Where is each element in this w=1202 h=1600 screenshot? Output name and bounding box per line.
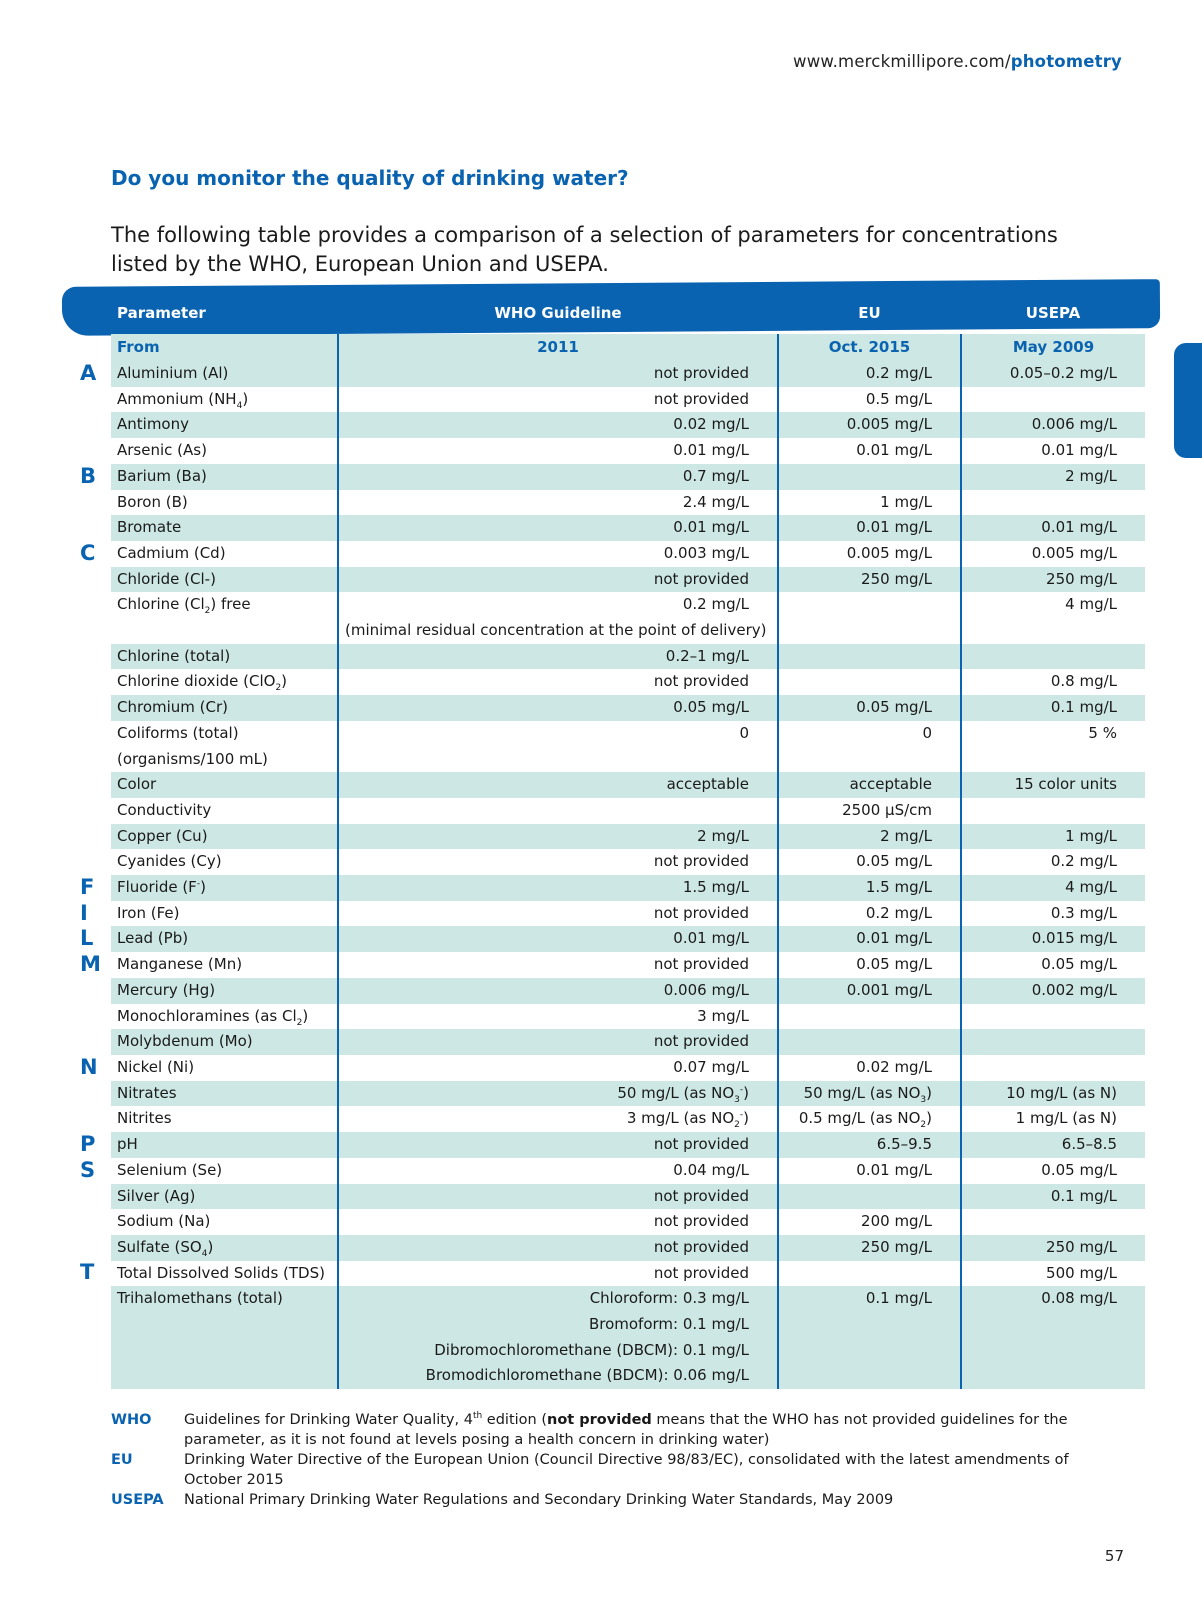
cell-parameter: Copper (Cu) xyxy=(111,824,338,850)
cell-who: not provided xyxy=(338,567,778,593)
cell-usepa xyxy=(961,618,1145,644)
table-row xyxy=(111,875,1145,901)
cell-usepa: 1 mg/L (as N) xyxy=(1015,1109,1117,1128)
cell-parameter: Fluoride (F-) xyxy=(111,875,338,901)
table-row xyxy=(111,438,1145,464)
cell-who: 0.2 mg/L xyxy=(338,592,778,618)
cell-eu xyxy=(778,1338,961,1364)
cell-usepa: 0.1 mg/L xyxy=(961,1184,1145,1210)
cell-eu xyxy=(778,618,961,644)
cell-usepa xyxy=(961,1029,1145,1055)
cell-parameter: Monochloramines (as $Cl_2$) xyxy=(111,1004,338,1030)
table-row xyxy=(111,901,1145,927)
cell-who: not provided xyxy=(338,1029,778,1055)
cell-parameter: Chlorine dioxide (ClO$_2$) xyxy=(111,669,338,695)
footnote-who xyxy=(111,1410,1111,1450)
from-eu: Oct. 2015 xyxy=(778,334,961,361)
cell-parameter xyxy=(111,1363,338,1389)
cell-eu: 0.5 mg/L (as $NO_2$) xyxy=(778,1106,961,1132)
url-accent: photometry xyxy=(1010,52,1122,71)
cell-who: Bromoform: 0.1 mg/L xyxy=(338,1312,778,1338)
cell-usepa xyxy=(961,1363,1145,1389)
cell-who: Chloroform: 0.3 mg/L xyxy=(338,1286,778,1312)
cell-eu: 0.005 mg/L xyxy=(778,412,961,438)
cell-eu: 2500 µS/cm xyxy=(778,798,961,824)
comparison-table-wrap xyxy=(111,292,1145,1389)
cell-who: not provided xyxy=(338,849,778,875)
cell-parameter: Conductivity xyxy=(111,798,338,824)
cell-parameter: Selenium (Se) xyxy=(111,1158,338,1184)
intro-paragraph: The following table provides a comparison of a selection of parameters for concentrations listed by the WHO, European Union and USEPA. xyxy=(111,223,1058,276)
index-letter: I xyxy=(80,900,88,925)
cell-usepa xyxy=(961,747,1145,773)
cell-who: not provided xyxy=(338,952,778,978)
cell-parameter: Mercury (Hg) xyxy=(111,978,338,1004)
cell-usepa: 0.002 mg/L xyxy=(961,978,1145,1004)
cell-eu: 50 mg/L (as $NO_3$) xyxy=(778,1081,961,1107)
header-parameter: Parameter xyxy=(117,304,206,322)
cell-usepa: 15 color units xyxy=(961,772,1145,798)
side-tab-marker xyxy=(1174,343,1202,458)
cell-usepa xyxy=(961,1312,1145,1338)
table-row xyxy=(111,1235,1145,1261)
table-row xyxy=(111,1338,1145,1364)
cell-usepa: 5 % xyxy=(1088,723,1117,742)
footnotes xyxy=(111,1410,1111,1510)
cell-who: not provided xyxy=(338,1209,778,1235)
cell-who: Dibromochloromethane (DBCM): 0.1 mg/L xyxy=(338,1338,778,1364)
table-row xyxy=(111,1106,1145,1132)
cell-usepa: 0.01 mg/L xyxy=(1041,441,1117,460)
table-row xyxy=(111,1261,1145,1287)
cell-usepa: 0.2 mg/L xyxy=(1050,852,1117,871)
cell-eu: 0.05 mg/L xyxy=(778,695,961,721)
cell-who: not provided xyxy=(338,387,778,413)
table-row xyxy=(111,412,1145,438)
table-row xyxy=(111,1286,1145,1312)
from-label: From xyxy=(111,334,338,361)
cell-parameter: Nitrites xyxy=(111,1106,338,1132)
cell-who: 50 mg/L (as $NO_3^-$) xyxy=(338,1081,778,1107)
cell-who: 0.7 mg/L xyxy=(338,464,778,490)
table-row xyxy=(111,567,1145,593)
cell-usepa xyxy=(961,387,1145,413)
index-letter: A xyxy=(80,360,97,385)
cell-eu xyxy=(778,1363,961,1389)
cell-usepa: 0.015 mg/L xyxy=(961,926,1145,952)
table-row xyxy=(111,1055,1145,1081)
table-row xyxy=(111,1209,1145,1235)
footnote-text: Drinking Water Directive of the European Union (Council Directive 98/83/EC), consolidated with the latest amendments of October 2015 xyxy=(184,1452,1069,1488)
cell-who: 0.2–1 mg/L xyxy=(338,644,778,670)
cell-parameter: Silver (Ag) xyxy=(111,1184,338,1210)
table-row xyxy=(111,978,1145,1004)
cell-parameter: Total Dissolved Solids (TDS) xyxy=(111,1261,338,1287)
footnote-key: USEPA xyxy=(111,1492,164,1508)
cell-parameter: Chlorine (total) xyxy=(111,644,338,670)
cell-parameter: Bromate xyxy=(111,515,338,541)
cell-parameter: Sodium (Na) xyxy=(111,1209,338,1235)
cell-eu: 0.001 mg/L xyxy=(778,978,961,1004)
table-row xyxy=(111,798,1145,824)
footnote-usepa xyxy=(111,1490,1111,1510)
footnote-eu xyxy=(111,1450,1111,1490)
index-letter: F xyxy=(80,874,95,899)
cell-who: 2 mg/L xyxy=(338,824,778,850)
cell-parameter: Molybdenum (Mo) xyxy=(111,1029,338,1055)
cell-parameter: Trihalomethans (total) xyxy=(111,1286,338,1312)
cell-eu: acceptable xyxy=(778,772,961,798)
cell-who: not provided xyxy=(338,1261,778,1287)
table-row xyxy=(111,1132,1145,1158)
cell-usepa xyxy=(961,490,1145,516)
cell-usepa xyxy=(961,1055,1145,1081)
footnote-key: EU xyxy=(111,1452,133,1468)
cell-usepa: 4 mg/L xyxy=(1065,595,1117,614)
table-row xyxy=(111,849,1145,875)
footnote-key: WHO xyxy=(111,1412,152,1428)
cell-eu xyxy=(778,644,961,670)
cell-usepa: 10 mg/L (as N) xyxy=(961,1081,1145,1107)
cell-usepa xyxy=(961,1338,1145,1364)
cell-usepa: 4 mg/L xyxy=(961,875,1145,901)
cell-eu: 0.5 mg/L xyxy=(778,387,961,413)
cell-parameter: Manganese (Mn) xyxy=(111,952,338,978)
cell-parameter: Boron (B) xyxy=(111,490,338,516)
cell-usepa xyxy=(961,644,1145,670)
cell-eu: 0.01 mg/L xyxy=(778,515,961,541)
cell-eu: 0.01 mg/L xyxy=(778,438,961,464)
cell-who: 0.003 mg/L xyxy=(338,541,778,567)
index-letter: L xyxy=(80,926,94,951)
cell-eu: 1.5 mg/L xyxy=(778,875,961,901)
cell-usepa xyxy=(961,798,1145,824)
cell-parameter: Cyanides (Cy) xyxy=(111,849,338,875)
cell-who: not provided xyxy=(338,361,778,387)
table-row xyxy=(111,669,1145,695)
cell-who: 0.02 mg/L xyxy=(338,412,778,438)
index-letter: B xyxy=(80,463,97,488)
cell-eu: 0.2 mg/L xyxy=(778,361,961,387)
cell-usepa xyxy=(961,1209,1145,1235)
cell-who: Bromodichloromethane (BDCM): 0.06 mg/L xyxy=(338,1363,778,1389)
cell-eu xyxy=(778,669,961,695)
cell-usepa: 250 mg/L xyxy=(961,567,1145,593)
table-row xyxy=(111,644,1145,670)
cell-eu: 250 mg/L xyxy=(778,567,961,593)
index-letter: N xyxy=(80,1054,98,1079)
table-row xyxy=(111,515,1145,541)
cell-eu xyxy=(778,1184,961,1210)
table-row xyxy=(111,1184,1145,1210)
cell-eu xyxy=(778,592,961,618)
index-letter: M xyxy=(80,952,101,977)
cell-who: 0.01 mg/L xyxy=(338,515,778,541)
cell-parameter: Antimony xyxy=(111,412,338,438)
cell-parameter: Nickel (Ni) xyxy=(111,1055,338,1081)
table-row xyxy=(111,1029,1145,1055)
table-row xyxy=(111,618,1145,644)
cell-who: not provided xyxy=(338,1235,778,1261)
table-row xyxy=(111,721,1145,747)
table-row xyxy=(111,490,1145,516)
from-who: 2011 xyxy=(338,334,778,361)
cell-who: acceptable xyxy=(338,772,778,798)
cell-usepa: 0.8 mg/L xyxy=(1050,672,1117,691)
cell-usepa xyxy=(961,1004,1145,1030)
cell-usepa: 0.005 mg/L xyxy=(1031,543,1117,562)
cell-eu: 0.01 mg/L xyxy=(778,926,961,952)
cell-parameter: pH xyxy=(111,1132,338,1158)
table-row xyxy=(111,926,1145,952)
cell-who: (minimal residual concentration at the point of delivery) xyxy=(338,618,778,644)
cell-parameter: Ammonium $(NH_4)$ xyxy=(111,387,338,413)
cell-eu: 0.1 mg/L xyxy=(778,1286,961,1312)
table-row xyxy=(111,464,1145,490)
table-row xyxy=(111,772,1145,798)
table-row xyxy=(111,1081,1145,1107)
cell-eu xyxy=(778,1029,961,1055)
cell-who: 3 mg/L (as $NO_2^-$) xyxy=(338,1106,778,1132)
table-row xyxy=(111,592,1145,618)
cell-parameter: Sulfate $(SO_4)$ xyxy=(111,1235,338,1261)
cell-parameter: Coliforms (total) xyxy=(111,721,338,747)
header-who: WHO Guideline xyxy=(494,304,622,322)
cell-usepa: 1 mg/L xyxy=(961,824,1145,850)
cell-usepa: 250 mg/L xyxy=(961,1235,1145,1261)
cell-usepa: 0.3 mg/L xyxy=(1050,903,1117,922)
cell-parameter: Color xyxy=(111,772,338,798)
cell-eu: 0.02 mg/L xyxy=(778,1055,961,1081)
table-row xyxy=(111,361,1145,387)
header-usepa: USEPA xyxy=(1025,304,1081,322)
cell-parameter: Aluminium (Al) xyxy=(111,361,338,387)
cell-who: 0 xyxy=(338,721,778,747)
cell-parameter: Chloride (Cl-) xyxy=(111,567,338,593)
cell-usepa: 0.05–0.2 mg/L xyxy=(961,361,1145,387)
cell-parameter xyxy=(111,618,338,644)
cell-parameter: Lead (Pb) xyxy=(111,926,338,952)
table-row xyxy=(111,747,1145,773)
cell-usepa: 0.006 mg/L xyxy=(961,412,1145,438)
cell-eu: 0 xyxy=(778,721,961,747)
cell-eu xyxy=(778,1312,961,1338)
footnote-text: Guidelines for Drinking Water Quality, 4th edition (not provided means that the WHO has not provided guidelines for the parameter, as it is not found at levels posing a health concern in drinking water) xyxy=(184,1411,1068,1448)
cell-eu: 200 mg/L xyxy=(778,1209,961,1235)
cell-eu: 250 mg/L xyxy=(778,1235,961,1261)
cell-parameter: (organisms/100 mL) xyxy=(111,747,338,773)
table-row xyxy=(111,695,1145,721)
cell-who: not provided xyxy=(338,1132,778,1158)
cell-eu xyxy=(778,747,961,773)
cell-usepa: 0.08 mg/L xyxy=(961,1286,1145,1312)
cell-usepa: 0.01 mg/L xyxy=(961,515,1145,541)
cell-parameter: Iron (Fe) xyxy=(111,901,338,927)
cell-who: 0.07 mg/L xyxy=(338,1055,778,1081)
cell-eu: 0.005 mg/L xyxy=(778,541,961,567)
cell-eu xyxy=(778,1004,961,1030)
cell-parameter: Nitrates xyxy=(111,1081,338,1107)
cell-eu: 6.5–9.5 xyxy=(778,1132,961,1158)
cell-who: 3 mg/L xyxy=(338,1004,778,1030)
from-row xyxy=(111,334,1145,361)
cell-eu xyxy=(778,464,961,490)
table-row xyxy=(111,541,1145,567)
cell-parameter: Chromium (Cr) xyxy=(111,695,338,721)
cell-parameter: Chlorine $(Cl_2)$ free xyxy=(111,592,338,618)
page-number: 57 xyxy=(1104,1547,1124,1565)
cell-parameter: Barium (Ba) xyxy=(111,464,338,490)
cell-who: 2.4 mg/L xyxy=(338,490,778,516)
cell-who: not provided xyxy=(338,901,778,927)
cell-who: not provided xyxy=(338,669,778,695)
cell-who xyxy=(338,798,778,824)
header-eu: EU xyxy=(858,304,881,322)
cell-who: 0.04 mg/L xyxy=(338,1158,778,1184)
table-row xyxy=(111,1158,1145,1184)
index-letter: P xyxy=(80,1131,96,1156)
footnote-text: National Primary Drinking Water Regulations and Secondary Drinking Water Standards, May 2009 xyxy=(184,1492,894,1508)
cell-eu: 0.05 mg/L xyxy=(778,952,961,978)
cell-eu: 1 mg/L xyxy=(778,490,961,516)
index-letter: C xyxy=(80,540,96,565)
index-letter: T xyxy=(80,1260,95,1285)
cell-parameter: Arsenic (As) xyxy=(111,438,338,464)
cell-eu: 0.01 mg/L xyxy=(778,1158,961,1184)
page-heading: Do you monitor the quality of drinking water? xyxy=(111,166,629,190)
cell-who: not provided xyxy=(338,1184,778,1210)
table-row xyxy=(111,1312,1145,1338)
from-usepa: May 2009 xyxy=(961,334,1145,361)
cell-eu xyxy=(778,1261,961,1287)
table-header-row xyxy=(111,292,1145,334)
table-row xyxy=(111,952,1145,978)
cell-parameter: Cadmium (Cd) xyxy=(111,541,338,567)
cell-parameter xyxy=(111,1338,338,1364)
table-row xyxy=(111,1363,1145,1389)
cell-usepa: 0.05 mg/L xyxy=(1041,955,1117,974)
cell-usepa: 2 mg/L xyxy=(961,464,1145,490)
cell-usepa: 0.1 mg/L xyxy=(961,695,1145,721)
url-prefix: www.merckmillipore.com/ xyxy=(793,52,1011,71)
table-row xyxy=(111,824,1145,850)
table-row xyxy=(111,387,1145,413)
cell-who xyxy=(338,747,778,773)
cell-who: 0.05 mg/L xyxy=(338,695,778,721)
cell-eu: 0.05 mg/L xyxy=(778,849,961,875)
cell-eu: 0.2 mg/L xyxy=(778,901,961,927)
cell-who: 0.01 mg/L xyxy=(338,438,778,464)
cell-usepa: 500 mg/L xyxy=(1046,1263,1117,1282)
cell-who: 0.006 mg/L xyxy=(338,978,778,1004)
website-url xyxy=(793,52,1122,71)
cell-usepa: 0.05 mg/L xyxy=(1041,1160,1117,1179)
cell-usepa: 6.5–8.5 xyxy=(961,1132,1145,1158)
cell-parameter xyxy=(111,1312,338,1338)
index-letter: S xyxy=(80,1157,96,1182)
cell-eu: 2 mg/L xyxy=(778,824,961,850)
cell-who: 0.01 mg/L xyxy=(338,926,778,952)
cell-who: 1.5 mg/L xyxy=(338,875,778,901)
comparison-table xyxy=(111,292,1145,1389)
table-row xyxy=(111,1004,1145,1030)
